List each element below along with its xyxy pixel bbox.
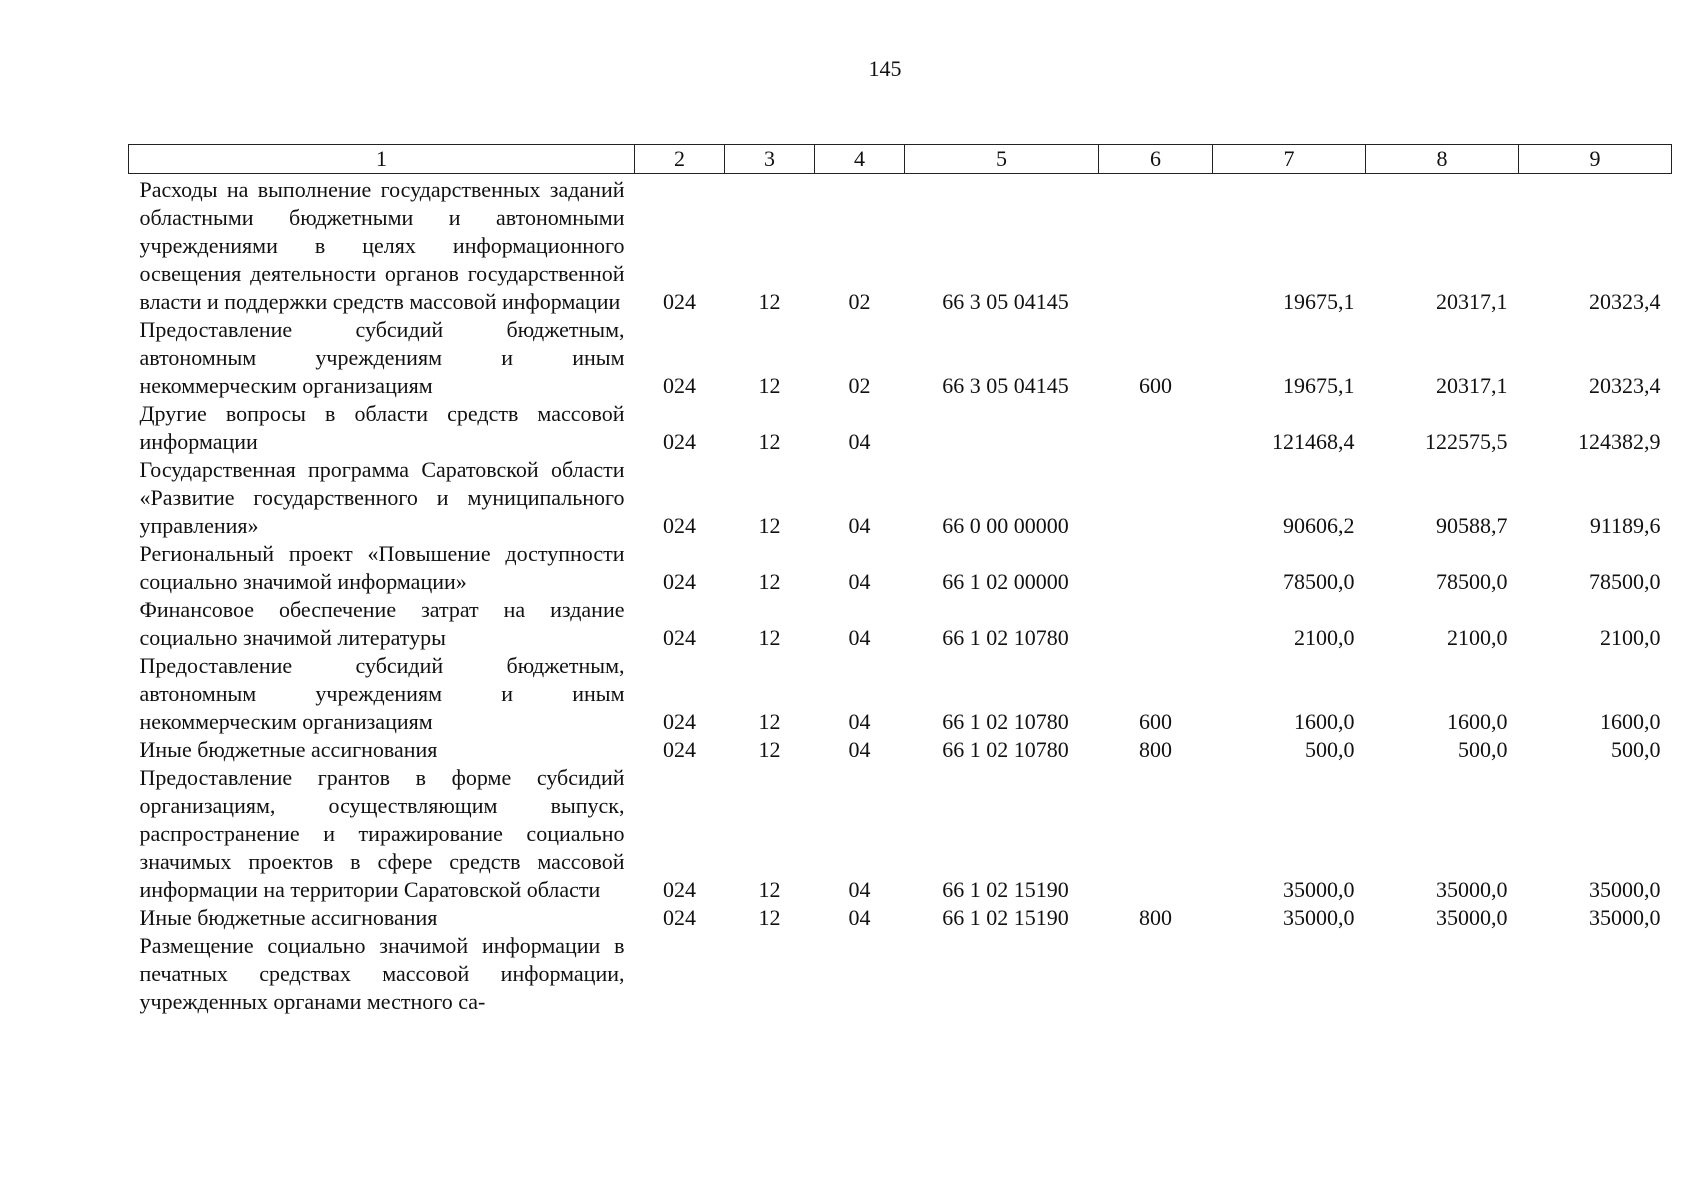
ministry-code: 024 [663, 373, 696, 398]
target-article-code: 66 1 02 10780 [942, 625, 1069, 650]
section-code: 12 [758, 289, 781, 314]
ministry-code: 024 [663, 737, 696, 762]
amount-year-3: 2100,0 [1600, 625, 1661, 650]
expense-type-code [1099, 540, 1213, 596]
amount-year-1: 2100,0 [1294, 625, 1355, 650]
amount-year-3 [1519, 932, 1672, 1016]
subsection-code: 04 [848, 625, 871, 650]
amount-year-2: 122575,5 [1425, 429, 1508, 454]
table-row [129, 904, 1672, 932]
column-header: 2 [635, 145, 725, 174]
table-row [129, 316, 1672, 400]
expense-type-code [1099, 400, 1213, 456]
column-header: 4 [815, 145, 905, 174]
target-article-code: 66 1 02 15190 [942, 905, 1069, 930]
target-article-code: 66 3 05 04145 [942, 289, 1069, 314]
target-article-code: 66 3 05 04145 [942, 373, 1069, 398]
subsection-code: 04 [848, 737, 871, 762]
ministry-code: 024 [663, 569, 696, 594]
table-row [129, 174, 1672, 317]
column-header: 5 [905, 145, 1099, 174]
amount-year-2: 2100,0 [1447, 625, 1508, 650]
column-header: 3 [725, 145, 815, 174]
ministry-code: 024 [663, 513, 696, 538]
table-row [129, 400, 1672, 456]
column-header: 9 [1519, 145, 1672, 174]
amount-year-1 [1213, 932, 1366, 1016]
row-name: Финансовое обеспечение затрат на издание социально значимой литературы [139, 597, 625, 650]
amount-year-1: 121468,4 [1272, 429, 1355, 454]
amount-year-3: 20323,4 [1589, 289, 1661, 314]
amount-year-3: 124382,9 [1578, 429, 1661, 454]
table-row [129, 736, 1672, 764]
expense-type-code [1099, 932, 1213, 1016]
ministry-code: 024 [663, 709, 696, 734]
amount-year-2: 20317,1 [1436, 289, 1508, 314]
row-name: Иные бюджетные ассигнования [139, 737, 438, 762]
row-name: Иные бюджетные ассигнования [139, 905, 438, 930]
amount-year-1: 500,0 [1305, 737, 1355, 762]
table-row [129, 764, 1672, 904]
subsection-code: 04 [848, 569, 871, 594]
target-article-code: 66 1 02 10780 [942, 737, 1069, 762]
amount-year-3: 35000,0 [1589, 905, 1661, 930]
expense-type-code [1099, 596, 1213, 652]
target-article-code: 66 1 02 15190 [942, 877, 1069, 902]
target-article-code [905, 400, 1099, 456]
amount-year-2 [1366, 932, 1519, 1016]
expense-type-code [1099, 456, 1213, 540]
amount-year-2: 20317,1 [1436, 373, 1508, 398]
section-code: 12 [758, 513, 781, 538]
section-code [725, 932, 815, 1016]
subsection-code [815, 932, 905, 1016]
amount-year-1: 19675,1 [1283, 373, 1355, 398]
column-header: 1 [129, 145, 635, 174]
section-code: 12 [758, 709, 781, 734]
budget-table [128, 144, 1672, 1016]
expense-type-code: 800 [1139, 905, 1172, 930]
amount-year-3: 78500,0 [1589, 569, 1661, 594]
amount-year-2: 35000,0 [1436, 877, 1508, 902]
expense-type-code: 800 [1139, 737, 1172, 762]
ministry-code: 024 [663, 429, 696, 454]
subsection-code: 04 [848, 429, 871, 454]
amount-year-1: 90606,2 [1283, 513, 1355, 538]
subsection-code: 04 [848, 709, 871, 734]
table-row [129, 652, 1672, 736]
section-code: 12 [758, 429, 781, 454]
section-code: 12 [758, 737, 781, 762]
subsection-code: 02 [848, 289, 871, 314]
table-row [129, 932, 1672, 1016]
amount-year-2: 78500,0 [1436, 569, 1508, 594]
row-name: Региональный проект «Повышение доступности социально значимой информации» [139, 541, 625, 594]
amount-year-1: 78500,0 [1283, 569, 1355, 594]
amount-year-3: 35000,0 [1589, 877, 1661, 902]
ministry-code: 024 [663, 877, 696, 902]
table-header-row [129, 145, 1672, 174]
amount-year-2: 35000,0 [1436, 905, 1508, 930]
subsection-code: 04 [848, 877, 871, 902]
ministry-code: 024 [663, 905, 696, 930]
subsection-code: 04 [848, 905, 871, 930]
page-number: 145 [868, 56, 902, 81]
row-name: Другие вопросы в области средств массовой информации [139, 401, 625, 454]
ministry-code: 024 [663, 289, 696, 314]
amount-year-2: 1600,0 [1447, 709, 1508, 734]
row-name: Предоставление субсидий бюджетным, автономным учреждениям и иным некоммерческим организациям [139, 653, 625, 734]
amount-year-1: 1600,0 [1294, 709, 1355, 734]
expense-type-code [1099, 764, 1213, 904]
section-code: 12 [758, 569, 781, 594]
amount-year-3: 20323,4 [1589, 373, 1661, 398]
column-header: 6 [1099, 145, 1213, 174]
amount-year-1: 35000,0 [1283, 905, 1355, 930]
subsection-code: 02 [848, 373, 871, 398]
column-header: 7 [1213, 145, 1366, 174]
row-name: Предоставление грантов в форме субсидий организациям, осуществляющим выпуск, распространение и тиражирование социально значимых проектов в сфере средств массовой информации на территории Саратовской области [139, 765, 625, 902]
expense-type-code: 600 [1139, 709, 1172, 734]
expense-type-code [1099, 174, 1213, 317]
amount-year-3: 91189,6 [1589, 513, 1661, 538]
table-row [129, 456, 1672, 540]
column-header: 8 [1366, 145, 1519, 174]
table-row [129, 540, 1672, 596]
section-code: 12 [758, 905, 781, 930]
amount-year-1: 35000,0 [1283, 877, 1355, 902]
row-name: Предоставление субсидий бюджетным, автономным учреждениям и иным некоммерческим организациям [139, 317, 625, 398]
expense-type-code: 600 [1139, 373, 1172, 398]
row-name: Государственная программа Саратовской области «Развитие государственного и муниципального управления» [139, 457, 625, 538]
amount-year-2: 90588,7 [1436, 513, 1508, 538]
table-row [129, 596, 1672, 652]
subsection-code: 04 [848, 513, 871, 538]
target-article-code: 66 0 00 00000 [942, 513, 1069, 538]
target-article-code [905, 932, 1099, 1016]
row-name: Расходы на выполнение государственных заданий областными бюджетными и автономными учреждениями в целях информационного освещения деятельности органов государственной власти и поддержки средств массовой информации [139, 177, 625, 314]
section-code: 12 [758, 877, 781, 902]
section-code: 12 [758, 373, 781, 398]
target-article-code: 66 1 02 10780 [942, 709, 1069, 734]
amount-year-3: 500,0 [1611, 737, 1661, 762]
ministry-code [635, 932, 725, 1016]
amount-year-3: 1600,0 [1600, 709, 1661, 734]
section-code: 12 [758, 625, 781, 650]
target-article-code: 66 1 02 00000 [942, 569, 1069, 594]
row-name: Размещение социально значимой информации в печатных средствах массовой информации, учрежденных органами местного са- [139, 933, 625, 1014]
amount-year-2: 500,0 [1458, 737, 1508, 762]
ministry-code: 024 [663, 625, 696, 650]
amount-year-1: 19675,1 [1283, 289, 1355, 314]
